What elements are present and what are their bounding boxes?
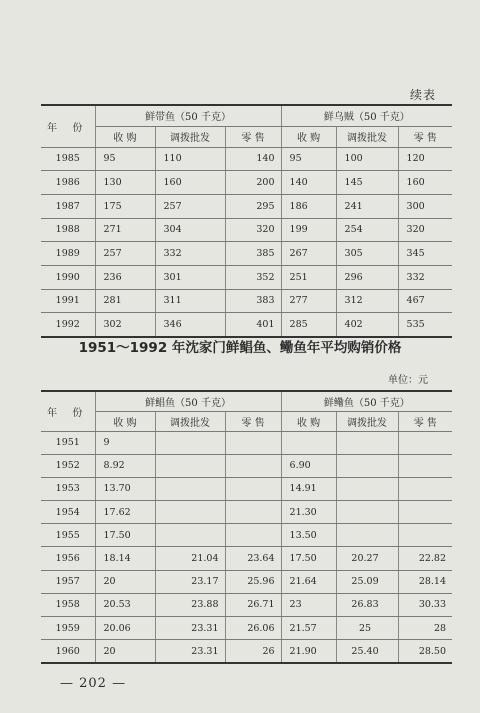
price-cell [398, 477, 452, 500]
price-cell: 120 [398, 147, 452, 171]
price-cell: 401 [225, 313, 281, 337]
price-cell [225, 454, 281, 477]
price-cell [336, 477, 398, 500]
year-cell: 1953 [41, 477, 95, 500]
year-cell: 1989 [41, 242, 95, 266]
col-header-purchase: 收 购 [95, 126, 155, 147]
table-row [41, 640, 452, 663]
table-row [41, 524, 452, 547]
price-cell: 251 [281, 265, 336, 289]
year-cell: 1988 [41, 218, 95, 242]
price-cell: 6.90 [281, 454, 336, 477]
price-cell: 160 [398, 171, 452, 195]
price-cell: 23.17 [155, 570, 225, 593]
price-cell: 320 [398, 218, 452, 242]
price-cell [336, 524, 398, 547]
price-cell: 385 [225, 242, 281, 266]
col-header-wholesale: 调拨批发 [336, 411, 398, 431]
price-cell [155, 454, 225, 477]
price-cell: 21.64 [281, 570, 336, 593]
group-header-herring: 鲜鳓鱼（50 千克） [281, 391, 452, 411]
price-cell: 305 [336, 242, 398, 266]
price-cell: 20.53 [95, 593, 155, 616]
price-cell: 23.31 [155, 617, 225, 640]
price-cell: 14.91 [281, 477, 336, 500]
price-cell: 26.71 [225, 593, 281, 616]
page-number: — 202 — [60, 676, 127, 691]
price-cell: 130 [95, 171, 155, 195]
table-row [41, 194, 452, 218]
price-cell: 296 [336, 265, 398, 289]
year-cell: 1957 [41, 570, 95, 593]
price-cell: 18.14 [95, 547, 155, 570]
group-header-squid: 鲜乌贼（50 千克） [281, 105, 452, 126]
price-cell: 295 [225, 194, 281, 218]
price-cell: 95 [281, 147, 336, 171]
price-cell: 352 [225, 265, 281, 289]
price-cell: 28 [398, 617, 452, 640]
table-subheader-row [41, 126, 452, 147]
table-row [41, 242, 452, 266]
price-cell: 21.90 [281, 640, 336, 663]
year-cell: 1956 [41, 547, 95, 570]
table-row [41, 617, 452, 640]
group-header-pomfret: 鲜鲳鱼（50 千克） [95, 391, 281, 411]
price-cell [155, 524, 225, 547]
table-row [41, 477, 452, 500]
price-cell: 100 [336, 147, 398, 171]
price-cell [155, 501, 225, 524]
price-cell: 332 [398, 265, 452, 289]
price-cell: 20.06 [95, 617, 155, 640]
price-cell: 110 [155, 147, 225, 171]
price-cell: 23.31 [155, 640, 225, 663]
price-cell: 236 [95, 265, 155, 289]
price-cell: 199 [281, 218, 336, 242]
col-header-retail: 零 售 [398, 411, 452, 431]
price-cell: 175 [95, 194, 155, 218]
price-cell: 9 [95, 431, 155, 454]
price-cell: 467 [398, 289, 452, 313]
year-cell: 1986 [41, 171, 95, 195]
year-cell: 1990 [41, 265, 95, 289]
price-cell: 21.04 [155, 547, 225, 570]
price-cell: 140 [225, 147, 281, 171]
table-row [41, 593, 452, 616]
year-cell: 1959 [41, 617, 95, 640]
price-table-pomfret-herring [41, 390, 452, 664]
col-header-purchase: 收 购 [95, 411, 155, 431]
col-header-purchase: 收 购 [281, 411, 336, 431]
price-cell: 26.83 [336, 593, 398, 616]
price-cell: 20 [95, 640, 155, 663]
price-cell: 535 [398, 313, 452, 337]
col-header-wholesale: 调拨批发 [336, 126, 398, 147]
price-cell [225, 431, 281, 454]
price-cell: 345 [398, 242, 452, 266]
table-row [41, 218, 452, 242]
table-title: 1951～1992 年沈家门鲜鲳鱼、鳓鱼年平均购销价格 [78, 340, 402, 356]
price-cell: 145 [336, 171, 398, 195]
price-cell [155, 431, 225, 454]
price-cell: 160 [155, 171, 225, 195]
col-header-retail: 零 售 [225, 411, 281, 431]
price-cell: 285 [281, 313, 336, 337]
col-header-wholesale: 调拨批发 [155, 126, 225, 147]
price-cell: 302 [95, 313, 155, 337]
year-cell: 1955 [41, 524, 95, 547]
table-row [41, 171, 452, 195]
price-cell: 383 [225, 289, 281, 313]
price-cell: 300 [398, 194, 452, 218]
table-row [41, 501, 452, 524]
price-cell: 241 [336, 194, 398, 218]
year-cell: 1992 [41, 313, 95, 337]
price-cell: 30.33 [398, 593, 452, 616]
price-cell: 22.82 [398, 547, 452, 570]
table-row [41, 289, 452, 313]
price-cell [225, 501, 281, 524]
price-cell: 304 [155, 218, 225, 242]
price-cell: 23.64 [225, 547, 281, 570]
price-cell [225, 524, 281, 547]
table-row [41, 570, 452, 593]
price-cell [336, 431, 398, 454]
price-cell: 25.40 [336, 640, 398, 663]
table-row [41, 547, 452, 570]
price-cell: 281 [95, 289, 155, 313]
year-header: 年 份 [41, 391, 95, 431]
price-cell [398, 524, 452, 547]
year-cell: 1991 [41, 289, 95, 313]
price-cell: 277 [281, 289, 336, 313]
price-cell: 25 [336, 617, 398, 640]
price-cell: 23.88 [155, 593, 225, 616]
price-cell: 21.57 [281, 617, 336, 640]
price-cell: 311 [155, 289, 225, 313]
price-cell: 13.50 [281, 524, 336, 547]
table-row [41, 431, 452, 454]
price-cell: 20.27 [336, 547, 398, 570]
price-cell: 26.06 [225, 617, 281, 640]
col-header-retail: 零 售 [398, 126, 452, 147]
price-cell: 21.30 [281, 501, 336, 524]
price-cell [281, 431, 336, 454]
price-cell: 254 [336, 218, 398, 242]
price-cell: 23 [281, 593, 336, 616]
price-cell: 301 [155, 265, 225, 289]
year-cell: 1985 [41, 147, 95, 171]
price-cell: 28.50 [398, 640, 452, 663]
table-row [41, 454, 452, 477]
col-header-retail: 零 售 [225, 126, 281, 147]
price-cell: 257 [95, 242, 155, 266]
col-header-wholesale: 调拨批发 [155, 411, 225, 431]
price-cell: 8.92 [95, 454, 155, 477]
price-cell: 320 [225, 218, 281, 242]
price-cell: 186 [281, 194, 336, 218]
group-header-hairtail: 鲜带鱼（50 千克） [95, 105, 281, 126]
year-header: 年 份 [41, 105, 95, 147]
price-cell: 346 [155, 313, 225, 337]
price-cell: 25.09 [336, 570, 398, 593]
year-cell: 1960 [41, 640, 95, 663]
table-body [41, 431, 452, 663]
price-cell [336, 454, 398, 477]
continued-label: 续表 [409, 88, 436, 102]
price-cell: 17.62 [95, 501, 155, 524]
table-subheader-row [41, 411, 452, 431]
year-cell: 1952 [41, 454, 95, 477]
year-cell: 1958 [41, 593, 95, 616]
price-cell: 20 [95, 570, 155, 593]
price-cell [336, 501, 398, 524]
table-body [41, 147, 452, 337]
price-cell: 257 [155, 194, 225, 218]
price-cell: 28.14 [398, 570, 452, 593]
price-cell [398, 454, 452, 477]
price-cell: 140 [281, 171, 336, 195]
col-header-purchase: 收 购 [281, 126, 336, 147]
table-header-row [41, 391, 452, 411]
price-cell: 312 [336, 289, 398, 313]
year-cell: 1951 [41, 431, 95, 454]
price-cell [155, 477, 225, 500]
table-row [41, 147, 452, 171]
price-cell: 200 [225, 171, 281, 195]
table-row [41, 313, 452, 337]
price-cell: 95 [95, 147, 155, 171]
price-cell: 267 [281, 242, 336, 266]
unit-label: 单位：元 [388, 375, 428, 386]
price-table-hairtail-squid [41, 104, 452, 338]
price-cell: 17.50 [95, 524, 155, 547]
price-cell: 25.96 [225, 570, 281, 593]
price-cell: 17.50 [281, 547, 336, 570]
price-cell: 271 [95, 218, 155, 242]
price-cell [225, 477, 281, 500]
year-cell: 1954 [41, 501, 95, 524]
price-cell [398, 431, 452, 454]
price-cell: 13.70 [95, 477, 155, 500]
price-cell: 332 [155, 242, 225, 266]
price-cell: 402 [336, 313, 398, 337]
table-header-row [41, 105, 452, 126]
table-row [41, 265, 452, 289]
price-cell [398, 501, 452, 524]
price-cell: 26 [225, 640, 281, 663]
year-cell: 1987 [41, 194, 95, 218]
